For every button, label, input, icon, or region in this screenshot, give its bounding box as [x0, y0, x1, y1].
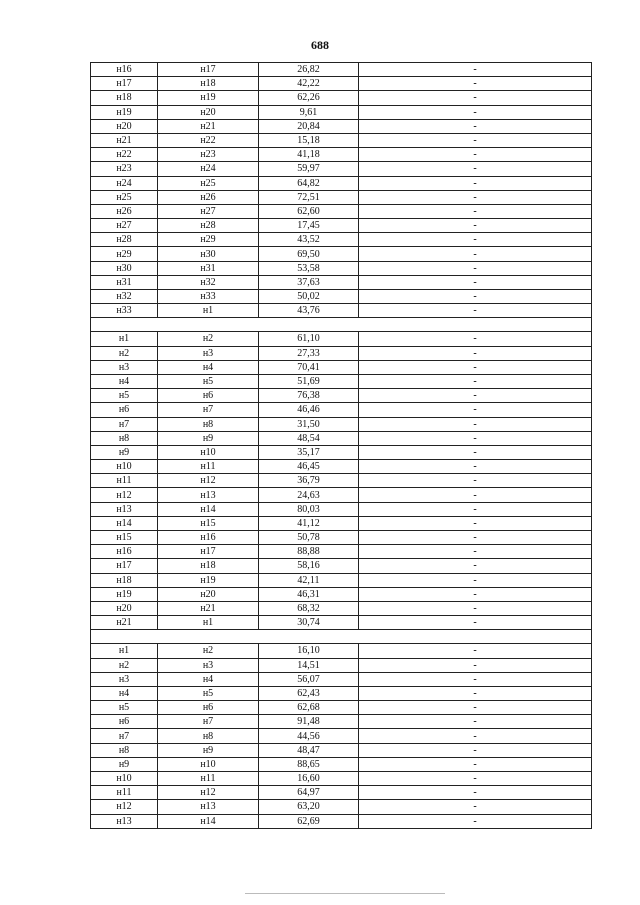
- table-row: [91, 587, 592, 601]
- table-row: [91, 204, 592, 218]
- from-point-cell: н6: [91, 715, 158, 729]
- note-cell: -: [359, 190, 592, 204]
- from-point-cell: н24: [91, 176, 158, 190]
- to-point-cell: н21: [158, 119, 259, 133]
- note-cell: -: [359, 757, 592, 771]
- table-row: [91, 275, 592, 289]
- note-cell: -: [359, 360, 592, 374]
- from-point-cell: н2: [91, 346, 158, 360]
- distance-cell: 63,20: [259, 800, 359, 814]
- table-row: [91, 176, 592, 190]
- distance-cell: 56,07: [259, 672, 359, 686]
- note-cell: -: [359, 559, 592, 573]
- note-cell: -: [359, 516, 592, 530]
- to-point-cell: н12: [158, 786, 259, 800]
- to-point-cell: н17: [158, 63, 259, 77]
- table-body: [91, 63, 592, 829]
- table-row: [91, 374, 592, 388]
- note-cell: -: [359, 644, 592, 658]
- distance-cell: 46,45: [259, 460, 359, 474]
- table-row: [91, 545, 592, 559]
- distance-cell: 46,31: [259, 587, 359, 601]
- from-point-cell: н6: [91, 403, 158, 417]
- to-point-cell: н23: [158, 148, 259, 162]
- from-point-cell: н12: [91, 800, 158, 814]
- note-cell: -: [359, 91, 592, 105]
- to-point-cell: н24: [158, 162, 259, 176]
- distance-cell: 58,16: [259, 559, 359, 573]
- from-point-cell: н3: [91, 672, 158, 686]
- table-row: [91, 233, 592, 247]
- to-point-cell: н26: [158, 190, 259, 204]
- note-cell: -: [359, 474, 592, 488]
- table-row: [91, 219, 592, 233]
- note-cell: -: [359, 63, 592, 77]
- to-point-cell: н7: [158, 403, 259, 417]
- note-cell: -: [359, 105, 592, 119]
- from-point-cell: н19: [91, 105, 158, 119]
- to-point-cell: н4: [158, 360, 259, 374]
- from-point-cell: н11: [91, 474, 158, 488]
- note-cell: -: [359, 814, 592, 828]
- to-point-cell: н25: [158, 176, 259, 190]
- note-cell: -: [359, 701, 592, 715]
- distance-cell: 14,51: [259, 658, 359, 672]
- from-point-cell: н12: [91, 488, 158, 502]
- to-point-cell: н10: [158, 445, 259, 459]
- table-row: [91, 77, 592, 91]
- to-point-cell: н6: [158, 701, 259, 715]
- distance-cell: 48,47: [259, 743, 359, 757]
- note-cell: -: [359, 531, 592, 545]
- note-cell: -: [359, 275, 592, 289]
- table-row: [91, 516, 592, 530]
- note-cell: -: [359, 261, 592, 275]
- table-row: [91, 658, 592, 672]
- to-point-cell: н27: [158, 204, 259, 218]
- to-point-cell: н5: [158, 686, 259, 700]
- from-point-cell: н18: [91, 573, 158, 587]
- note-cell: -: [359, 119, 592, 133]
- from-point-cell: н2: [91, 658, 158, 672]
- distance-cell: 59,97: [259, 162, 359, 176]
- to-point-cell: н14: [158, 502, 259, 516]
- distance-cell: 42,22: [259, 77, 359, 91]
- distance-cell: 69,50: [259, 247, 359, 261]
- to-point-cell: н3: [158, 346, 259, 360]
- table-row: [91, 644, 592, 658]
- note-cell: -: [359, 715, 592, 729]
- table-row: [91, 247, 592, 261]
- to-point-cell: н18: [158, 77, 259, 91]
- to-point-cell: н22: [158, 133, 259, 147]
- to-point-cell: н19: [158, 91, 259, 105]
- table-row: [91, 417, 592, 431]
- from-point-cell: н19: [91, 587, 158, 601]
- table-row: [91, 133, 592, 147]
- table-row: [91, 332, 592, 346]
- table-row: [91, 814, 592, 828]
- from-point-cell: н32: [91, 290, 158, 304]
- page-number: 688: [311, 38, 329, 52]
- to-point-cell: н16: [158, 531, 259, 545]
- note-cell: -: [359, 786, 592, 800]
- table-row: [91, 190, 592, 204]
- distance-cell: 43,52: [259, 233, 359, 247]
- distance-cell: 76,38: [259, 389, 359, 403]
- distance-cell: 72,51: [259, 190, 359, 204]
- from-point-cell: н28: [91, 233, 158, 247]
- from-point-cell: н16: [91, 63, 158, 77]
- note-cell: -: [359, 133, 592, 147]
- note-cell: -: [359, 545, 592, 559]
- distance-cell: 44,56: [259, 729, 359, 743]
- distance-cell: 62,26: [259, 91, 359, 105]
- distance-cell: 80,03: [259, 502, 359, 516]
- from-point-cell: н26: [91, 204, 158, 218]
- note-cell: -: [359, 148, 592, 162]
- distance-cell: 62,69: [259, 814, 359, 828]
- note-cell: -: [359, 431, 592, 445]
- note-cell: -: [359, 162, 592, 176]
- note-cell: -: [359, 417, 592, 431]
- from-point-cell: н5: [91, 389, 158, 403]
- to-point-cell: н14: [158, 814, 259, 828]
- distance-cell: 36,79: [259, 474, 359, 488]
- from-point-cell: н30: [91, 261, 158, 275]
- note-cell: -: [359, 290, 592, 304]
- to-point-cell: н17: [158, 545, 259, 559]
- note-cell: -: [359, 403, 592, 417]
- from-point-cell: н8: [91, 431, 158, 445]
- table-row: [91, 772, 592, 786]
- from-point-cell: н1: [91, 332, 158, 346]
- table-row: [91, 573, 592, 587]
- distance-cell: 53,58: [259, 261, 359, 275]
- to-point-cell: н9: [158, 431, 259, 445]
- distance-cell: 9,61: [259, 105, 359, 119]
- from-point-cell: н33: [91, 304, 158, 318]
- distance-cell: 88,65: [259, 757, 359, 771]
- distance-cell: 46,46: [259, 403, 359, 417]
- from-point-cell: н9: [91, 757, 158, 771]
- distance-cell: 30,74: [259, 616, 359, 630]
- from-point-cell: н7: [91, 417, 158, 431]
- from-point-cell: н17: [91, 77, 158, 91]
- note-cell: -: [359, 346, 592, 360]
- from-point-cell: н20: [91, 119, 158, 133]
- note-cell: -: [359, 332, 592, 346]
- to-point-cell: н10: [158, 757, 259, 771]
- distance-cell: 48,54: [259, 431, 359, 445]
- to-point-cell: н15: [158, 516, 259, 530]
- table-row: [91, 488, 592, 502]
- bottom-rule: [245, 893, 445, 894]
- to-point-cell: н19: [158, 573, 259, 587]
- from-point-cell: н9: [91, 445, 158, 459]
- table-row: [91, 304, 592, 318]
- distance-cell: 16,60: [259, 772, 359, 786]
- from-point-cell: н16: [91, 545, 158, 559]
- to-point-cell: н30: [158, 247, 259, 261]
- from-point-cell: н18: [91, 91, 158, 105]
- table-row: [91, 715, 592, 729]
- table-row: [91, 162, 592, 176]
- note-cell: -: [359, 460, 592, 474]
- from-point-cell: н10: [91, 772, 158, 786]
- table-row: [91, 786, 592, 800]
- table-row: [91, 460, 592, 474]
- separator-cell: [91, 318, 592, 332]
- table-row: [91, 701, 592, 715]
- distance-cell: 70,41: [259, 360, 359, 374]
- to-point-cell: н1: [158, 304, 259, 318]
- from-point-cell: н15: [91, 531, 158, 545]
- note-cell: -: [359, 800, 592, 814]
- note-cell: -: [359, 176, 592, 190]
- table-row: [91, 105, 592, 119]
- distance-cell: 64,82: [259, 176, 359, 190]
- note-cell: -: [359, 772, 592, 786]
- from-point-cell: н7: [91, 729, 158, 743]
- from-point-cell: н27: [91, 219, 158, 233]
- table-row: [91, 148, 592, 162]
- note-cell: -: [359, 616, 592, 630]
- distance-cell: 35,17: [259, 445, 359, 459]
- note-cell: -: [359, 77, 592, 91]
- note-cell: -: [359, 247, 592, 261]
- to-point-cell: н8: [158, 417, 259, 431]
- from-point-cell: н20: [91, 601, 158, 615]
- note-cell: -: [359, 587, 592, 601]
- table-row: [91, 63, 592, 77]
- to-point-cell: н12: [158, 474, 259, 488]
- from-point-cell: н5: [91, 701, 158, 715]
- from-point-cell: н10: [91, 460, 158, 474]
- from-point-cell: н4: [91, 686, 158, 700]
- distance-cell: 62,43: [259, 686, 359, 700]
- from-point-cell: н13: [91, 502, 158, 516]
- from-point-cell: н13: [91, 814, 158, 828]
- to-point-cell: н21: [158, 601, 259, 615]
- table-row: [91, 559, 592, 573]
- table-row: [91, 360, 592, 374]
- to-point-cell: н7: [158, 715, 259, 729]
- note-cell: -: [359, 219, 592, 233]
- to-point-cell: н29: [158, 233, 259, 247]
- to-point-cell: н2: [158, 644, 259, 658]
- table-row: [91, 474, 592, 488]
- table-row: [91, 672, 592, 686]
- from-point-cell: н3: [91, 360, 158, 374]
- distance-cell: 24,63: [259, 488, 359, 502]
- to-point-cell: н8: [158, 729, 259, 743]
- distance-cell: 42,11: [259, 573, 359, 587]
- distance-cell: 50,78: [259, 531, 359, 545]
- note-cell: -: [359, 445, 592, 459]
- distance-cell: 51,69: [259, 374, 359, 388]
- to-point-cell: н5: [158, 374, 259, 388]
- table-row: [91, 91, 592, 105]
- from-point-cell: н17: [91, 559, 158, 573]
- to-point-cell: н13: [158, 488, 259, 502]
- to-point-cell: н4: [158, 672, 259, 686]
- to-point-cell: н28: [158, 219, 259, 233]
- table-row: [91, 119, 592, 133]
- table-row: [91, 601, 592, 615]
- table-row: [91, 800, 592, 814]
- to-point-cell: н33: [158, 290, 259, 304]
- to-point-cell: н3: [158, 658, 259, 672]
- from-point-cell: н4: [91, 374, 158, 388]
- table-row: [91, 616, 592, 630]
- distance-cell: 91,48: [259, 715, 359, 729]
- table-row: [91, 346, 592, 360]
- table-row: [91, 389, 592, 403]
- note-cell: -: [359, 601, 592, 615]
- to-point-cell: н11: [158, 460, 259, 474]
- section-separator-row: [91, 630, 592, 644]
- from-point-cell: н21: [91, 133, 158, 147]
- from-point-cell: н23: [91, 162, 158, 176]
- note-cell: -: [359, 488, 592, 502]
- distance-cell: 31,50: [259, 417, 359, 431]
- distance-cell: 61,10: [259, 332, 359, 346]
- to-point-cell: н1: [158, 616, 259, 630]
- note-cell: -: [359, 573, 592, 587]
- distance-cell: 27,33: [259, 346, 359, 360]
- to-point-cell: н32: [158, 275, 259, 289]
- distance-cell: 17,45: [259, 219, 359, 233]
- to-point-cell: н2: [158, 332, 259, 346]
- to-point-cell: н9: [158, 743, 259, 757]
- to-point-cell: н20: [158, 587, 259, 601]
- note-cell: -: [359, 658, 592, 672]
- distance-cell: 88,88: [259, 545, 359, 559]
- table-row: [91, 431, 592, 445]
- table-row: [91, 686, 592, 700]
- note-cell: -: [359, 204, 592, 218]
- note-cell: -: [359, 502, 592, 516]
- distance-cell: 37,63: [259, 275, 359, 289]
- note-cell: -: [359, 374, 592, 388]
- note-cell: -: [359, 686, 592, 700]
- distance-cell: 62,60: [259, 204, 359, 218]
- from-point-cell: н29: [91, 247, 158, 261]
- table-row: [91, 531, 592, 545]
- distance-cell: 15,18: [259, 133, 359, 147]
- table-row: [91, 729, 592, 743]
- table-row: [91, 757, 592, 771]
- to-point-cell: н6: [158, 389, 259, 403]
- table-row: [91, 445, 592, 459]
- from-point-cell: н14: [91, 516, 158, 530]
- table-row: [91, 403, 592, 417]
- note-cell: -: [359, 743, 592, 757]
- section-separator-row: [91, 318, 592, 332]
- separator-cell: [91, 630, 592, 644]
- to-point-cell: н31: [158, 261, 259, 275]
- distance-cell: 41,18: [259, 148, 359, 162]
- distance-cell: 62,68: [259, 701, 359, 715]
- to-point-cell: н20: [158, 105, 259, 119]
- distance-cell: 50,02: [259, 290, 359, 304]
- from-point-cell: н8: [91, 743, 158, 757]
- distance-cell: 26,82: [259, 63, 359, 77]
- table-row: [91, 290, 592, 304]
- from-point-cell: н1: [91, 644, 158, 658]
- note-cell: -: [359, 304, 592, 318]
- note-cell: -: [359, 233, 592, 247]
- distance-cell: 41,12: [259, 516, 359, 530]
- from-point-cell: н31: [91, 275, 158, 289]
- distance-cell: 16,10: [259, 644, 359, 658]
- from-point-cell: н11: [91, 786, 158, 800]
- table-row: [91, 261, 592, 275]
- table-row: [91, 743, 592, 757]
- note-cell: -: [359, 389, 592, 403]
- distance-cell: 43,76: [259, 304, 359, 318]
- distance-cell: 68,32: [259, 601, 359, 615]
- distance-cell: 64,97: [259, 786, 359, 800]
- to-point-cell: н18: [158, 559, 259, 573]
- boundary-points-table: [90, 62, 592, 829]
- table-row: [91, 502, 592, 516]
- note-cell: -: [359, 729, 592, 743]
- from-point-cell: н25: [91, 190, 158, 204]
- from-point-cell: н21: [91, 616, 158, 630]
- from-point-cell: н22: [91, 148, 158, 162]
- to-point-cell: н11: [158, 772, 259, 786]
- distance-cell: 20,84: [259, 119, 359, 133]
- note-cell: -: [359, 672, 592, 686]
- to-point-cell: н13: [158, 800, 259, 814]
